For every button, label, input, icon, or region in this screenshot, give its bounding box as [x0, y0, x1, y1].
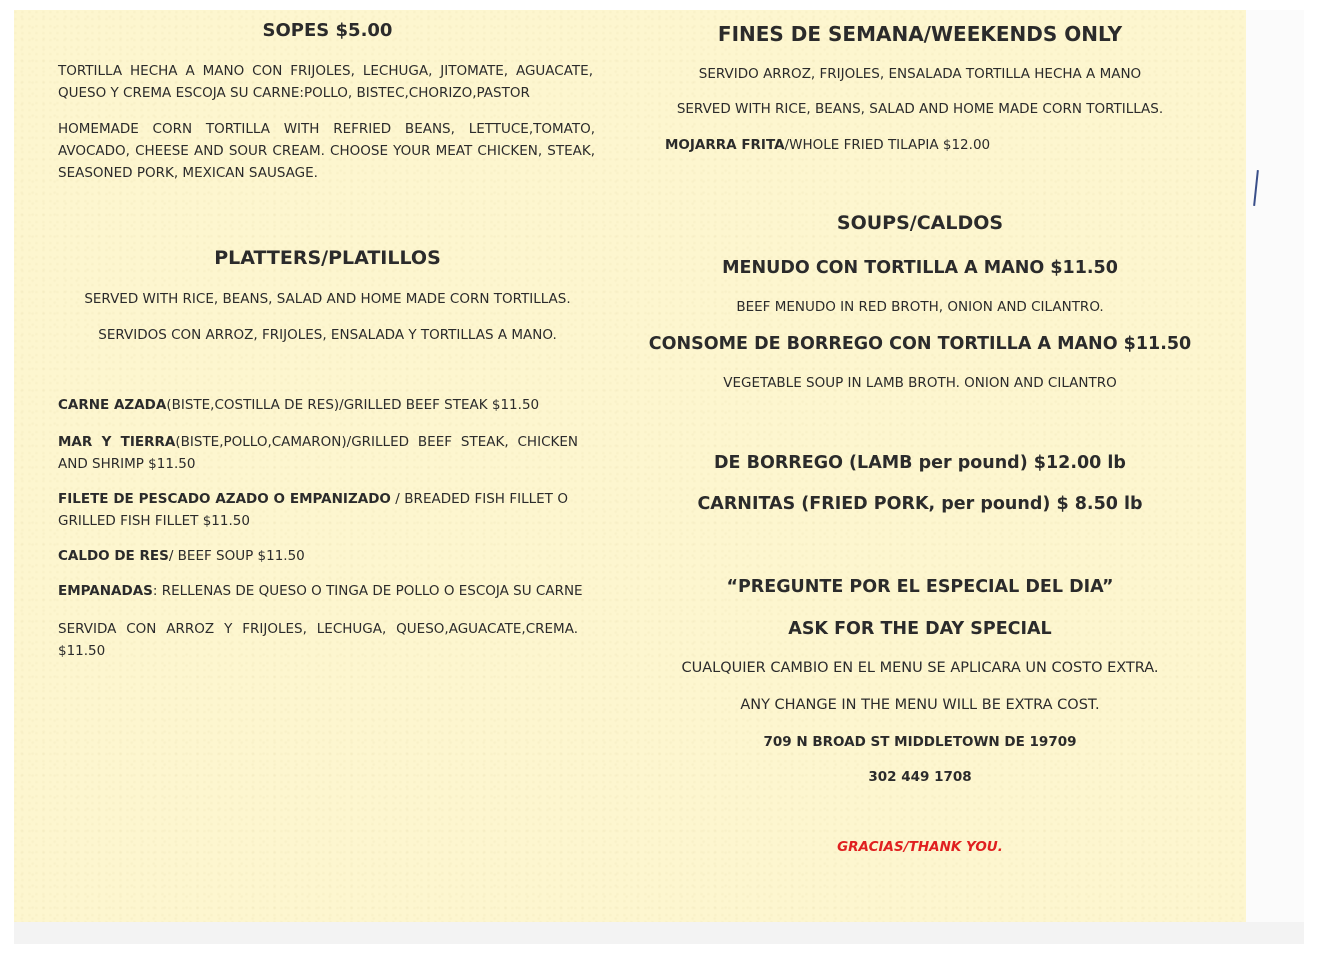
weekends-title: FINES DE SEMANA/WEEKENDS ONLY [717, 22, 1123, 46]
platter-item-empanadas [58, 583, 583, 599]
scan-margin-bottom [14, 922, 1304, 944]
sopes-title: SOPES $5.00 [262, 20, 393, 41]
platter-item-caldo-de-res [58, 548, 305, 564]
sopes-description-en: HOMEMADE CORN TORTILLA WITH REFRIED BEANS, LETTUCE,TOMATO, AVOCADO, CHEESE AND SOUR CREAM. CHOOSE YOUR MEAT CHICKEN, STEAK, SEASONED PORK, MEXICAN SAUSAGE. [58, 121, 595, 181]
platter-item-text: : RELLENAS DE QUESO O TINGA DE POLLO O ESCOJA SU CARNE [152, 583, 583, 599]
platter-item-mar-y-tierra [58, 431, 578, 475]
platter-item-text: / BREADED FISH FILLET O GRILLED FISH FILLET $11.50 [58, 491, 568, 529]
platter-item-name: CALDO DE RES [58, 548, 169, 564]
platter-item-name: FILETE DE PESCADO AZADO O EMPANIZADO [58, 491, 391, 507]
scan-margin-right [1246, 10, 1304, 942]
change-fee-note-en: ANY CHANGE IN THE MENU WILL BE EXTRA COST. [740, 697, 1100, 713]
daily-special-es: “PREGUNTE POR EL ESPECIAL DEL DIA” [726, 577, 1114, 597]
platter-item-text: / BEEF SOUP $11.50 [168, 548, 305, 564]
weekends-item-text: /WHOLE FRIED TILAPIA $12.00 [784, 137, 991, 153]
soups-title: SOUPS/CALDOS [836, 212, 1004, 234]
platter-item-name: CARNE AZADA [58, 397, 167, 413]
platter-item-filete-de-pescado [58, 488, 568, 532]
platter-item-name: MAR Y TIERRA [58, 434, 176, 450]
platter-item-carne-azada [58, 397, 539, 413]
empanadas-note: SERVIDA CON ARROZ Y FRIJOLES, LECHUGA, QUESO,AGUACATE,CREMA. $11.50 [58, 621, 578, 659]
daily-special-en: ASK FOR THE DAY SPECIAL [788, 619, 1052, 639]
change-fee-note-es: CUALQUIER CAMBIO EN EL MENU SE APLICARA UN COSTO EXTRA. [681, 660, 1159, 676]
restaurant-phone: 302 449 1708 [868, 769, 972, 785]
platter-item-text: (BISTE,POLLO,CAMARON)/GRILLED BEEF STEAK, CHICKEN AND SHRIMP $11.50 [58, 434, 578, 472]
sopes-description-es: TORTILLA HECHA A MANO CON FRIJOLES, LECHUGA, JITOMATE, AGUACATE, QUESO Y CREMA ESCOJA SU CARNE:POLLO, BISTEC,CHORIZO,PASTOR [58, 63, 593, 101]
weekends-item-name: MOJARRA FRITA [665, 137, 785, 153]
weekends-line-en: SERVED WITH RICE, BEANS, SALAD AND HOME MADE CORN TORTILLAS. [676, 101, 1164, 117]
consome-description: VEGETABLE SOUP IN LAMB BROTH. ONION AND CILANTRO [723, 375, 1117, 391]
platter-item-name: EMPANADAS [58, 583, 153, 599]
thank-you-note: GRACIAS/THANK YOU. [837, 839, 1003, 855]
weekends-line-es: SERVIDO ARROZ, FRIJOLES, ENSALADA TORTILLA HECHA A MANO [698, 66, 1142, 82]
consome-title: CONSOME DE BORREGO CON TORTILLA A MANO $11.50 [648, 334, 1192, 354]
borrego-by-pound: DE BORREGO (LAMB per pound) $12.00 lb [714, 453, 1126, 473]
carnitas-by-pound: CARNITAS (FRIED PORK, per pound) $ 8.50 lb [697, 494, 1143, 514]
menudo-description: BEEF MENUDO IN RED BROTH, ONION AND CILANTRO. [736, 299, 1104, 315]
menudo-title: MENUDO CON TORTILLA A MANO $11.50 [722, 258, 1118, 278]
platters-subtitle-es: SERVIDOS CON ARROZ, FRIJOLES, ENSALADA Y TORTILLAS A MANO. [98, 327, 557, 343]
platters-subtitle-en: SERVED WITH RICE, BEANS, SALAD AND HOME MADE CORN TORTILLAS. [84, 291, 571, 307]
weekends-item-mojarra [665, 137, 990, 153]
platters-title: PLATTERS/PLATILLOS [214, 247, 441, 269]
restaurant-address: 709 N BROAD ST MIDDLETOWN DE 19709 [763, 734, 1077, 750]
platter-item-text: (BISTE,COSTILLA DE RES)/GRILLED BEEF STEAK $11.50 [166, 397, 540, 413]
